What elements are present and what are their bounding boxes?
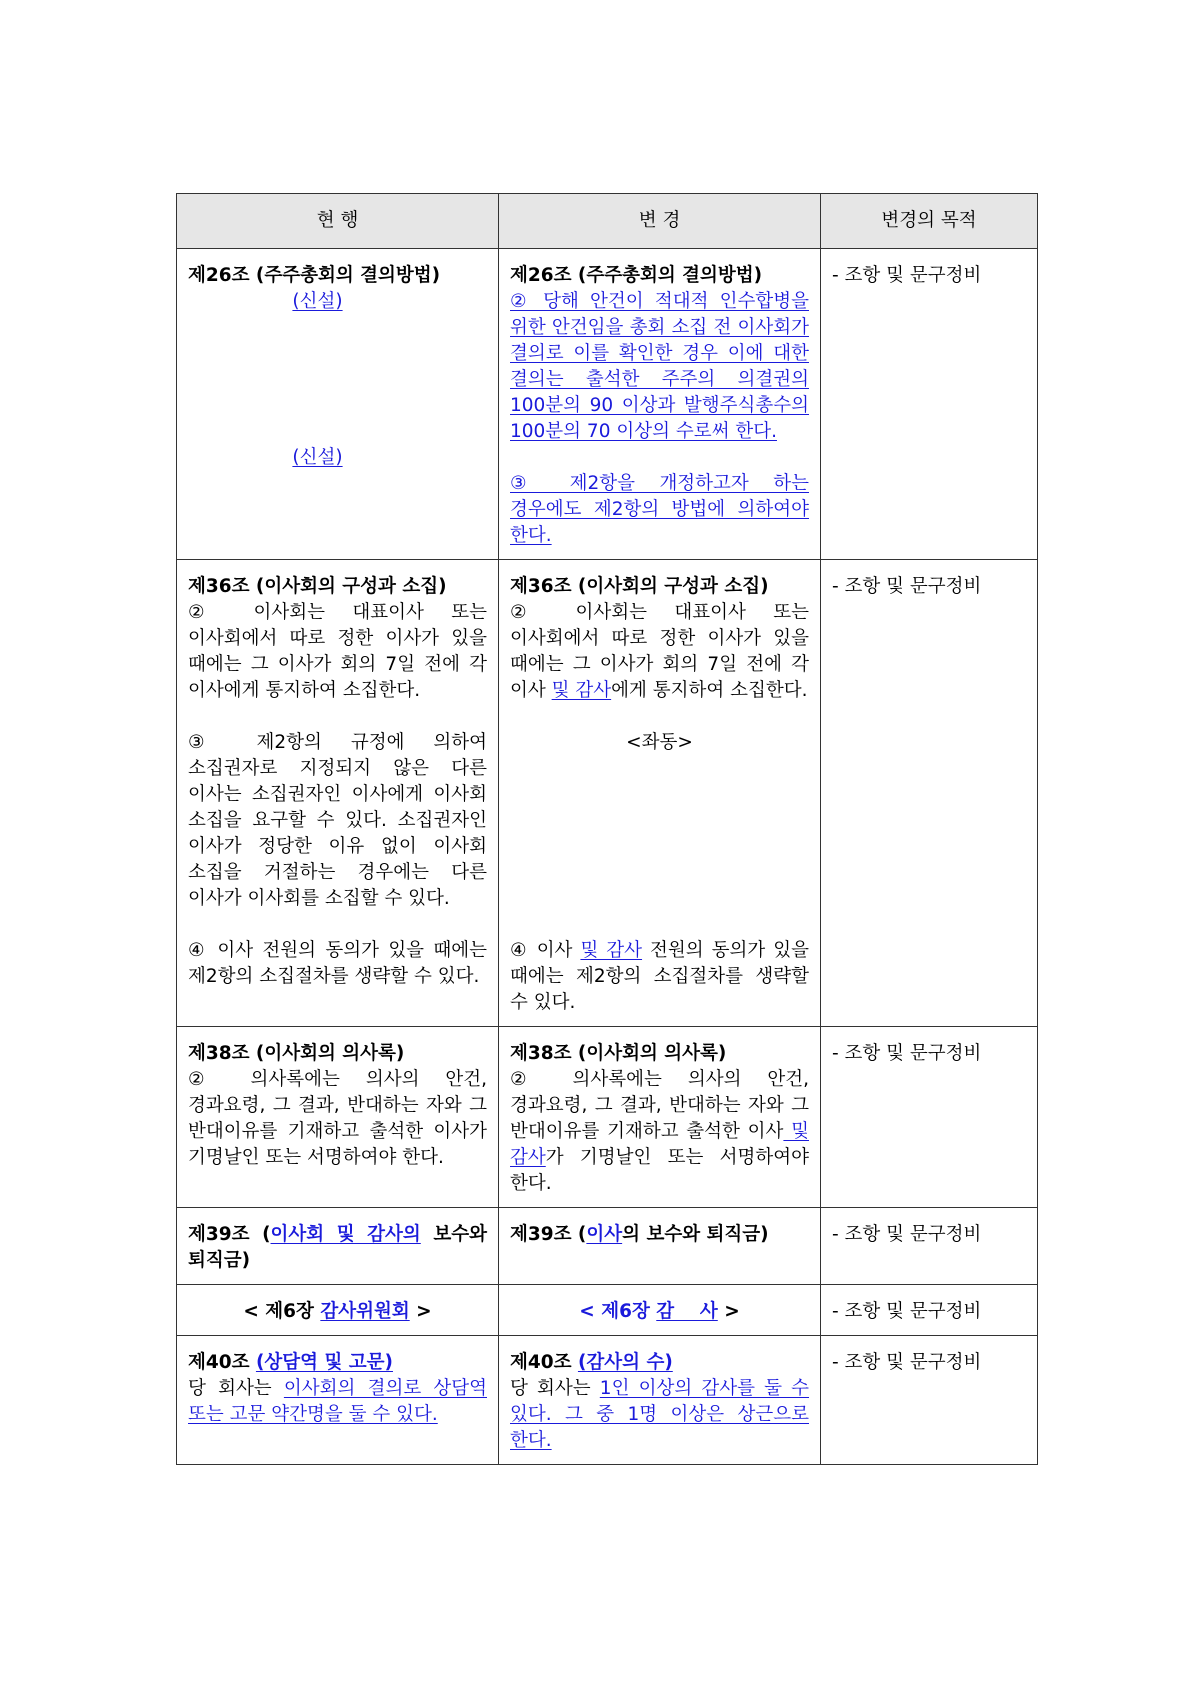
row-article-38	[177, 1027, 1038, 1208]
ch6-changed-cell	[499, 1285, 821, 1336]
art26-current-title: 제26조 (주주총회의 결의방법)	[188, 265, 441, 286]
art39-changed-cell	[499, 1208, 821, 1285]
art26-changed-title: 제26조 (주주총회의 결의방법)	[510, 265, 763, 286]
header-row	[177, 194, 1038, 249]
art38-purpose: - 조항 및 문구정비	[821, 1027, 1038, 1208]
art40-purpose: - 조항 및 문구정비	[821, 1336, 1038, 1465]
art36-current-p3: ③ 제2항의 규정에 의하여 소집권자로 지정되지 않은 다른 이사는 소집권자인 이사에게 이사회 소집을 요구할 수 있다. 소집권자인 이사가 정당한 이유 없이 이사회 소집을 거절하는 경우에는 다른 이사가 이사회를 소집할 수 있다.	[188, 732, 487, 909]
art40-changed-body: 당 회사는 1인 이상의 감사를 둘 수 있다. 그 중 1명 이상은 상근으로 한다.	[510, 1378, 810, 1451]
art38-changed-title: 제38조 (이사회의 의사록)	[510, 1043, 727, 1064]
art26-new-label-1: (신설)	[292, 291, 343, 312]
art38-changed-p2: ② 의사록에는 의사의 안건, 경과요령, 그 결과, 반대하는 자와 그 반대이유를 기재하고 출석한 이사 및 감사가 기명날인 또는 서명하여야 한다.	[510, 1069, 809, 1194]
art39-purpose: - 조항 및 문구정비	[821, 1208, 1038, 1285]
art36-changed-p2: ② 이사회는 대표이사 또는 이사회에서 따로 정한 이사가 있을 때에는 그 이사가 회의 7일 전에 각 이사 및 감사에게 통지하여 소집한다.	[510, 602, 809, 701]
row-article-26	[177, 249, 1038, 560]
art26-purpose: - 조항 및 문구정비	[821, 249, 1038, 560]
art36-changed-p4: ④ 이사 및 감사 전원의 동의가 있을 때에는 제2항의 소집절차를 생략할 수 있다.	[510, 940, 809, 1013]
art40-current-body: 당 회사는 이사회의 결의로 상담역 또는 고문 약간명을 둘 수 있다.	[188, 1378, 487, 1425]
art39-current-cell	[177, 1208, 499, 1285]
art38-current-title: 제38조 (이사회의 의사록)	[188, 1043, 405, 1064]
art40-current-title: 제40조 (상담역 및 고문)	[188, 1352, 393, 1373]
header-purpose: 변경의 목적	[821, 194, 1038, 249]
art38-changed-cell	[499, 1027, 821, 1208]
row-article-39	[177, 1208, 1038, 1285]
row-article-40	[177, 1336, 1038, 1465]
art39-changed-title: 제39조 (이사의 보수와 퇴직금)	[510, 1224, 769, 1245]
art38-current-p2: ② 의사록에는 의사의 안건, 경과요령, 그 결과, 반대하는 자와 그 반대이유를 기재하고 출석한 이사가 기명날인 또는 서명하여야 한다.	[188, 1069, 487, 1168]
art26-changed-p2: ② 당해 안건이 적대적 인수합병을 위한 안건임을 총회 소집 전 이사회가 결의로 이를 확인한 경우 이에 대한 결의는 출석한 주주의 의결권의 100분의 90 이상과 발행주식총수의 100분의 70 이상의 수로써 한다.	[510, 291, 809, 442]
art40-changed-title: 제40조 (감사의 수)	[510, 1352, 673, 1373]
art36-current-title: 제36조 (이사회의 구성과 소집)	[188, 576, 447, 597]
art36-current-p4: ④ 이사 전원의 동의가 있을 때에는 제2항의 소집절차를 생략할 수 있다.	[188, 940, 487, 987]
art26-current-cell	[177, 249, 499, 560]
header-changed: 변 경	[499, 194, 821, 249]
art38-insert-and-auditor: 및 감사	[510, 1121, 809, 1168]
row-article-36	[177, 560, 1038, 1027]
ch6-purpose: - 조항 및 문구정비	[821, 1285, 1038, 1336]
art36-current-cell	[177, 560, 499, 1027]
art40-changed-cell	[499, 1336, 821, 1465]
amendment-comparison-table	[176, 193, 1038, 1465]
art26-changed-p3: ③ 제2항을 개정하고자 하는 경우에도 제2항의 방법에 의하여야 한다.	[510, 473, 809, 546]
art36-changed-cell	[499, 560, 821, 1027]
header-current: 현 행	[177, 194, 499, 249]
art26-new-label-2: (신설)	[292, 447, 343, 468]
art36-changed-title: 제36조 (이사회의 구성과 소집)	[510, 576, 769, 597]
art36-insert-and-auditor-2: 및 감사	[580, 940, 643, 961]
art40-current-cell	[177, 1336, 499, 1465]
row-chapter-6	[177, 1285, 1038, 1336]
art38-current-cell	[177, 1027, 499, 1208]
ch6-current-cell	[177, 1285, 499, 1336]
ch6-current-title: < 제6장 감사위원회 >	[243, 1301, 432, 1322]
art36-current-p2: ② 이사회는 대표이사 또는 이사회에서 따로 정한 이사가 있을 때에는 그 이사가 회의 7일 전에 각 이사에게 통지하여 소집한다.	[188, 602, 487, 701]
ch6-changed-title: < 제6장 감 사 >	[579, 1301, 740, 1322]
art36-insert-and-auditor-1: 및 감사	[551, 680, 612, 701]
art26-changed-cell	[499, 249, 821, 560]
art39-current-title: 제39조 (이사회 및 감사의 보수와 퇴직금)	[188, 1224, 487, 1271]
art36-purpose: - 조항 및 문구정비	[821, 560, 1038, 1027]
art36-same-as-left: <좌동>	[626, 732, 693, 753]
